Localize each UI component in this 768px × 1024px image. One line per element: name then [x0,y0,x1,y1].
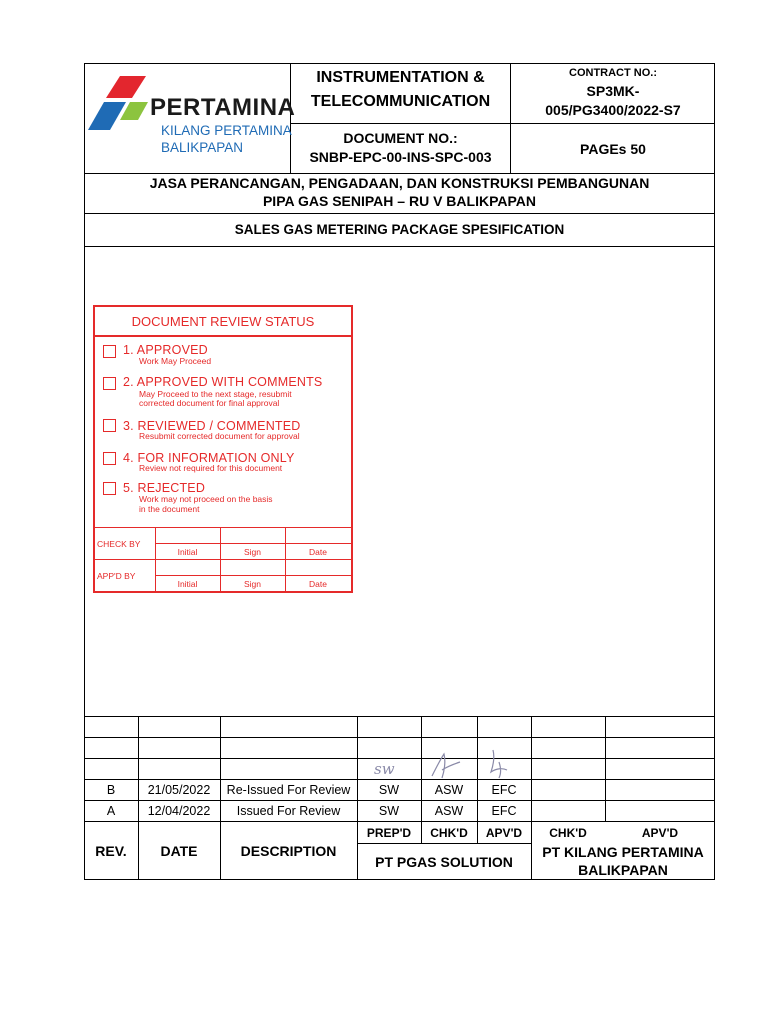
contract-label: CONTRACT NO.: [569,67,657,79]
apvd-cell: EFC [491,803,517,818]
chkd-header: CHK'D [430,825,468,840]
document-title: SALES GAS METERING PACKAGE SPESIFICATION [234,222,565,237]
check-by-label: CHECK BY [97,539,141,549]
description-cell: Re-Issued For Review [226,782,351,797]
option-label: 2. APPROVED WITH COMMENTS [123,375,323,389]
checkbox-reviewed-commented[interactable] [103,419,116,432]
option-desc: Review not required for this document [139,463,283,473]
client-name: PT KILANG PERTAMINA [542,844,704,860]
contractor-name: PT PGAS SOLUTION [375,854,513,870]
option-desc: May Proceed to the next stage, resubmit [139,389,292,399]
checkbox-for-information-only[interactable] [103,452,116,465]
document-label: DOCUMENT NO.: [343,130,458,146]
stamp-divider [95,559,351,560]
initial-label: Initial [177,547,198,557]
prepd-cell: SW [378,803,400,818]
contract-number: SP3MK- [586,83,640,99]
checkbox-approved[interactable] [103,345,116,358]
description-cell: Issued For Review [236,803,341,818]
logo-wordmark: PERTAMINA [150,94,296,121]
option-label: 1. APPROVED [123,343,208,357]
date-cell: 21/05/2022 [147,782,211,797]
prepd-cell: SW [378,782,400,797]
table-divider [84,716,715,717]
chkd-header-client: CHK'D [549,825,587,840]
apvd-header-client: APV'D [641,825,679,840]
apvd-header: APV'D [485,825,523,840]
initial-label: Initial [177,579,198,589]
sign-label: Sign [243,547,261,557]
project-title: JASA PERANCANGAN, PENGADAAN, DAN KONSTRUKSI PEMBANGUNAN [149,175,650,191]
appd-by-label: APP'D BY [97,571,136,581]
pertamina-logo-icon [86,72,150,134]
client-name: BALIKPAPAN [578,862,668,878]
table-divider [84,758,715,759]
option-label: 3. REVIEWED / COMMENTED [123,419,301,433]
table-divider [605,716,606,821]
discipline-title: TELECOMMUNICATION [310,93,491,110]
checkbox-approved-with-comments[interactable] [103,377,116,390]
date-cell: 12/04/2022 [147,803,211,818]
rev-header: REV. [95,843,127,859]
stamp-divider [155,543,351,544]
discipline-title: INSTRUMENTATION & [316,69,485,86]
signature-prepd: sw [374,760,395,778]
review-stamp [93,305,353,593]
table-divider [84,737,715,738]
project-title: PIPA GAS SENIPAH – RU V BALIKPAPAN [262,193,537,209]
header-divider [84,246,715,247]
stamp-title: DOCUMENT REVIEW STATUS [95,307,351,337]
rev-cell: B [106,782,116,797]
date-header: DATE [160,843,198,859]
option-desc: Work May Proceed [139,356,212,366]
option-desc: corrected document for final approval [139,398,280,408]
stamp-divider [95,527,351,528]
chkd-cell: ASW [434,782,464,797]
option-desc: Resubmit corrected document for approval [139,431,300,441]
logo-subtitle: KILANG PERTAMINA [161,123,292,138]
page-count: PAGEs 50 [580,140,646,157]
option-label: 4. FOR INFORMATION ONLY [123,451,295,465]
date-label: Date [309,547,327,557]
chkd-cell: ASW [434,803,464,818]
document-number: SNBP-EPC-00-INS-SPC-003 [309,149,492,165]
rev-cell: A [106,803,116,818]
date-label: Date [309,579,327,589]
logo-subtitle: BALIKPAPAN [161,140,244,155]
option-label: 5. REJECTED [123,481,206,495]
checkbox-rejected[interactable] [103,482,116,495]
apvd-cell: EFC [491,782,517,797]
sign-label: Sign [243,579,261,589]
option-desc: in the document [139,504,200,514]
stamp-divider [155,575,351,576]
description-header: DESCRIPTION [240,843,337,859]
contract-number: 005/PG3400/2022-S7 [545,102,681,118]
prepd-header: PREP'D [366,825,412,840]
option-desc: Work may not proceed on the basis [139,494,273,504]
